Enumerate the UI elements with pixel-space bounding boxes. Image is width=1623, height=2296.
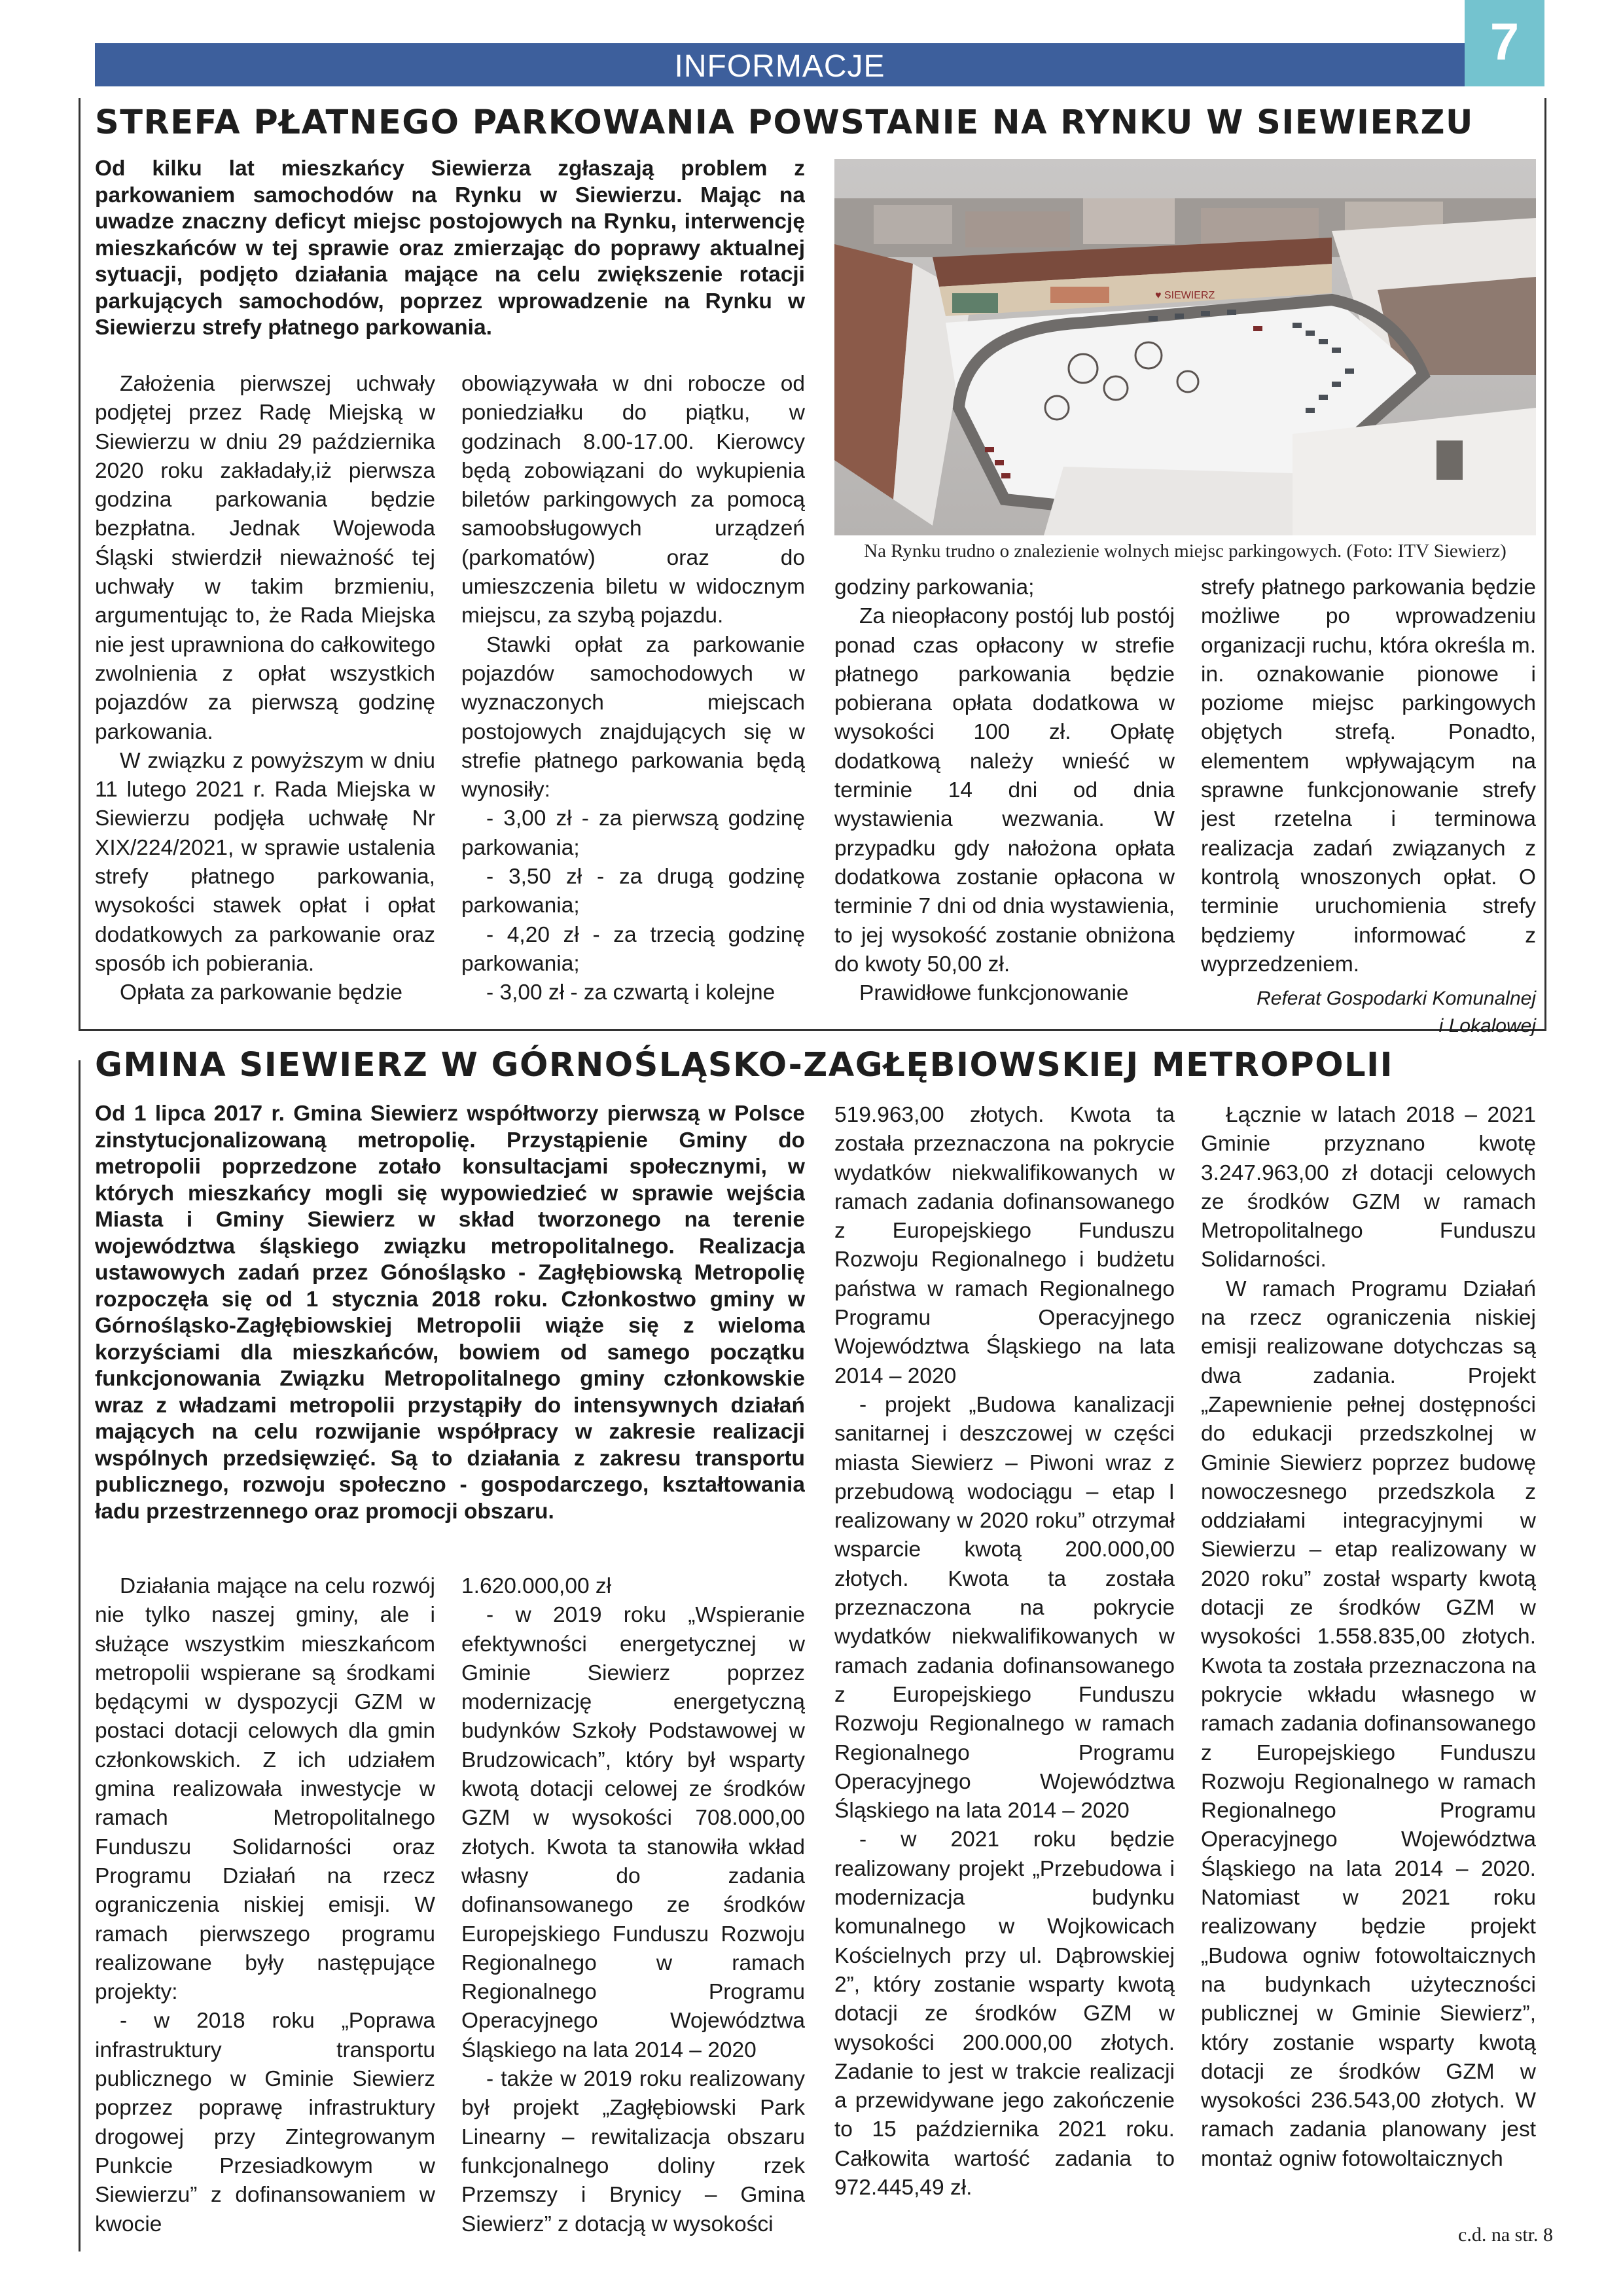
list-item: - 3,00 zł - za czwartą i kolejne — [486, 980, 776, 1005]
paragraph: W związku z powyższym w dniu 11 lutego 2021 r. Rada Miejska w Siewierzu podjęła uchwałę Nr XIX/224/2021, w sprawie ustalenia strefy płatnego parkowania, wysokości stawek opłat i opłat dodatkowych za parkowanie oraz sposób ich pobierania. — [95, 748, 435, 976]
frame-right-line — [1544, 98, 1546, 1031]
list-item: - w 2019 roku „Wspieranie efektywności energetycznej w Gminie Siewierz poprzez modernizację energetyczną budynków Szkoły Podstawowej w Brudzowicach”, który był wsparty kwotą dotacji celowej ze środków GZM w wysokości 708.000,00 złotych. Kwota ta stanowiła wkład własny do zadania dofinansowanego ze środków Europejskiego Funduszu Rozwoju Regionalnego w ramach Regionalnego Programu Operacyjnego Województwa Śląskiego na lata 2014 – 2020 — [461, 1603, 805, 2062]
list-item: - 3,00 zł - za pierwszą godzinę parkowania; — [461, 806, 805, 860]
paragraph: strefy płatnego parkowania będzie możliwe po wprowadzeniu organizacji ruchu, która określa m. in. oznakowanie pionowe i poziome miejsc parkingowych objętych strefą. Ponadto, elementem wpływającym na sprawne funkcjonowanie strefy jest rzetelna i terminowa realizacja zadań związanych z kontrolą wnoszonych opłat. O terminie uruchomienia strefy będziemy informować z wyprzedzeniem. — [1201, 575, 1536, 977]
article-lead-2: Od 1 lipca 2017 r. Gmina Siewierz współtworzy pierwszą w Polsce zinstytucjonalizowaną metropolię. Przystąpienie Gminy do metropolii poprzedzone zotało konsultacjami społecznymi, w których mieszkańcy mogli się wypowiedzieć w sprawie wejścia Miasta i Gminy Siewierz w skład tworzonego na terenie województwa śląskiego związku metropolitalnego. Realizacja ustawowych zadań przez Gónośląsko - Zagłębiowską Metropolię rozpoczęła się od 1 stycznia 2018 roku. Członkostwo gminy w Górnośląsko-Zagłębiowskiej Metropolii wiąże się z wieloma korzyściami dla mieszkańców, bowiem od samego początku funkcjonowania Związku Metropolitalnego gminy członkowskie wraz z władzami metropolii przystąpiły do intensywnych działań mających na celu rozwijanie współpracy w zakresie realizacji wspólnych przedsięwzięć. Są to działania z zakresu transportu publicznego, rozwoju społeczno - gospodarczego, kształtowania ładu przestrzennego oraz promocji obszaru. — [95, 1102, 805, 1524]
list-item: - 4,20 zł - za trzecią godzinę parkowania; — [461, 922, 805, 976]
list-item: - także w 2019 roku realizowany był projekt „Zagłębiowski Park Linearny – rewitalizacja obszaru funkcjonalnego doliny rzek Przemszy i Brynicy – Gmina Siewierz” z dotacją w wysokości — [461, 2067, 805, 2236]
paragraph: Łącznie w latach 2018 – 2021 Gminie przyznano kwotę 3.247.963,00 zł dotacji celowych ze środków GZM w ramach Metropolitalnego Funduszu Solidarności. — [1201, 1103, 1536, 1272]
article-column-1 — [95, 370, 435, 1024]
market-square-photo — [834, 159, 1536, 535]
paragraph: obowiązywała w dni robocze od poniedziałku do piątku, w godzinach 8.00-17.00. Kierowcy będą zobowiązani do wykupienia biletów parkingowych za pomocą samoobsługowych urządzeń (parkomatów) oraz do umieszczenia biletu w widocznym miejscu, za szybą pojazdu. — [461, 372, 805, 628]
page-number: 7 — [1465, 0, 1544, 86]
article-title: STREFA PŁATNEGO PARKOWANIA POWSTANIE NA RYNKU W SIEWIERZU — [95, 103, 1474, 142]
paragraph: Założenia pierwszej uchwały podjętej przez Radę Miejską w Siewierzu w dniu 29 października 2020 roku zakładały,iż pierwsza godzina parkowania będzie bezpłatna. Jednak Wojewoda Śląski stwierdził nieważność tej uchwały w takim brzmieniu, argumentując to, że Rada Miejska nie jest uprawniona do całkowitego zwolnienia z opłat wszystkich pojazdów za pierwszą godzinę parkowania. — [95, 372, 435, 744]
article2-column-2 — [461, 1572, 805, 2253]
frame-left-line — [79, 98, 80, 1031]
paragraph: 519.963,00 złotych. Kwota ta została przeznaczona na pokrycie wydatków niekwalifikowanych w ramach zadania dofinansowanego z Europejskiego Funduszu Rozwoju Regionalnego i budżetu państwa w ramach Regionalnego Programu Operacyjnego Województwa Śląskiego na lata 2014 – 2020 — [834, 1103, 1175, 1388]
list-item: - w 2021 roku będzie realizowany projekt „Przebudowa i modernizacja budynku komunalnego w Wojkowicach Kościelnych przy ul. Dąbrowskiej 2”, który zostanie wsparty kwotą dotacji ze środków GZM w wysokości 200.000,00 złotych. Zadanie to jest w trakcie realizacji a przewidywane jego zakończenie to 15 października 2021 roku. Całkowita wartość zadania to 972.445,49 zł. — [834, 1827, 1175, 2200]
paragraph: Działania mające na celu rozwój nie tylko naszej gminy, ale i służące wszystkim mieszkańcom metropolii wspierane są środkami będącymi w dyspozycji GZM w postaci dotacji celowych dla gmin członkowskich. Z ich udziałem gmina realizowała inwestycje w ramach Metropolitalnego Funduszu Solidarności oraz Programu Działań na rzecz ograniczenia niskiej emisji. W ramach pierwszego programu realizowane były następujące projekty: — [95, 1574, 435, 2005]
signature-line: Referat Gospodarki Komunalnej — [1257, 988, 1536, 1009]
paragraph: 1.620.000,00 zł — [461, 1574, 612, 1598]
frame-left-line-2 — [79, 1060, 80, 2251]
photo-sign-text: ♥ SIEWIERZ — [1155, 290, 1215, 301]
author-signature — [1201, 985, 1536, 1040]
list-item: - w 2018 roku „Poprawa infrastruktury transportu publicznego w Gminie Siewierz poprzez poprawę infrastruktury drogowej przy Zintegrowanym Punkcie Przesiadkowym w Siewierzu” z dofinansowaniem w kwocie — [95, 2009, 435, 2236]
paragraph: Opłata za parkowanie będzie — [120, 980, 403, 1005]
continued-note: c.d. na str. 8 — [1458, 2224, 1553, 2246]
article2-column-4 — [1201, 1101, 1536, 2214]
paragraph: Stawki opłat za parkowanie pojazdów samochodowych w wyznaczonych miejscach postojowych znajdujących się w strefie płatnego parkowania będą wynosiły: — [461, 632, 805, 802]
paragraph: Za nieopłacony postój lub postój ponad czas opłacony w strefie płatnego parkowania będzie pobierana opłata dodatkowa w wysokości 100 zł. Opłatę dodatkową należy wnieść w terminie 14 dni od dnia wystawienia wezwania. W przypadku gdy nałożona opłata dodatkowa zostanie opłacona w terminie 7 dni od dnia wystawienia, to jej wysokość zostanie obniżona do kwoty 50,00 zł. — [834, 604, 1175, 977]
photo-caption: Na Rynku trudno o znalezienie wolnych miejsc parkingowych. (Foto: ITV Siewierz) — [864, 541, 1507, 562]
article-lead: Od kilku lat mieszkańcy Siewierza zgłaszają problem z parkowaniem samochodów na Rynku w Siewierzu. Mając na uwadze znaczny deficyt miejsc postojowych na Rynku, interwencję mieszkańców w tej sprawie oraz zmierzając do poprawy aktualnej sytuacji, podjęto działania mające na celu zwiększenie rotacji parkujących samochodów, poprzez wprowadzenie na Rynku w Siewierzu strefy płatnego parkowania. — [95, 156, 805, 340]
article2-column-1 — [95, 1572, 435, 2253]
paragraph: godziny parkowania; — [834, 575, 1035, 600]
signature-line: i Lokalowej — [1438, 1015, 1536, 1037]
article-title-2: GMINA SIEWIERZ W GÓRNOŚLĄSKO-ZAGŁĘBIOWSKIEJ METROPOLII — [95, 1046, 1394, 1085]
section-label: INFORMACJE — [674, 49, 885, 84]
article2-column-3 — [834, 1101, 1175, 2253]
paragraph: W ramach Programu Działań na rzecz ograniczenia niskiej emisji realizowane dotychczas są dwa zadania. Projekt „Zapewnienie pełnej dostępności do edukacji przedszkolnej w Gminie Siewierz poprzez budowę nowoczesnego przedszkola z oddziałami integracyjnymi w Siewierzu – etap realizowany w 2020 roku” został wsparty kwotą dotacji ze środków GZM w wysokości 1.558.835,00 złotych. Kwota ta została przeznaczona na pokrycie wkładu własnego w ramach zadania dofinansowanego z Europejskiego Funduszu Rozwoju Regionalnego w ramach Regionalnego Programu Operacyjnego Województwa Śląskiego na lata 2014 – 2020. Natomiast w 2021 roku realizowany będzie projekt „Budowa ogniw fotowoltaicznych na budynkach użyteczności publicznej w Gminie Siewierz”, który zostanie wsparty kwotą dotacji ze środków GZM w wysokości 236.543,00 złotych. W ramach zadania planowany jest montaż ogniw fotowoltaicznych — [1201, 1276, 1536, 2171]
market-square-illustration — [834, 159, 1536, 535]
list-item: - 3,50 zł - za drugą godzinę parkowania; — [461, 865, 805, 918]
list-item: - projekt „Budowa kanalizacji sanitarnej i deszczowej w części miasta Siewierz – Piwoni wraz z przebudową wodociągu – etap I realizowany w 2020 roku” otrzymał wsparcie kwotą 200.000,00 złotych. Kwota ta została przeznaczona na pokrycie wydatków niekwalifikowanych w ramach zadania dofinansowanego z Europejskiego Funduszu Rozwoju Regionalnego w ramach Regionalnego Programu Operacyjnego Województwa Śląskiego na lata 2014 – 2020 — [834, 1392, 1175, 1823]
article-column-4 — [1201, 573, 1536, 979]
paragraph: Prawidłowe funkcjonowanie — [859, 981, 1129, 1006]
article-column-2 — [461, 370, 805, 1024]
article-column-3 — [834, 573, 1175, 1025]
